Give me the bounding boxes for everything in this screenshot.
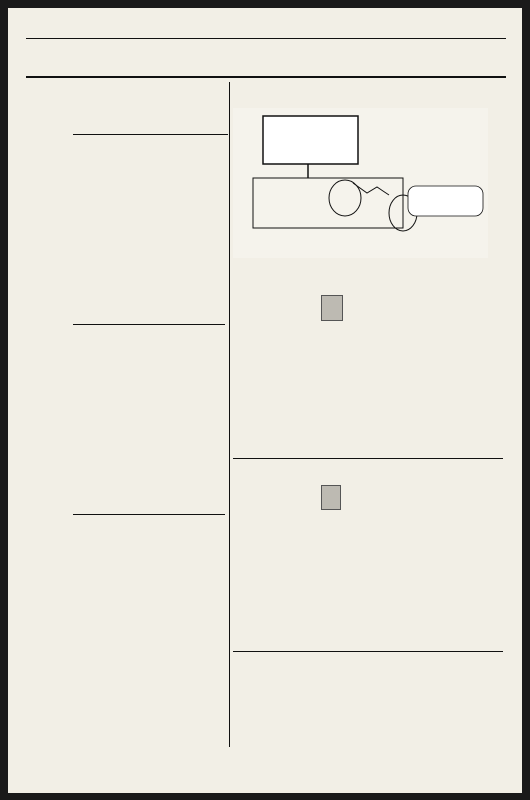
publication-info — [73, 696, 225, 734]
page-header — [26, 24, 506, 38]
editorial-cartoon — [233, 108, 488, 258]
author-photo — [321, 295, 343, 321]
column2-body-part1 — [233, 484, 315, 649]
editorial-board-note — [73, 517, 225, 531]
divider — [233, 458, 503, 459]
divider — [73, 514, 225, 515]
author-photo — [321, 485, 341, 510]
section-rule — [26, 76, 506, 78]
column1-body-part1 — [233, 294, 315, 454]
letters-policy — [73, 650, 225, 694]
header-rule — [26, 38, 506, 39]
column-divider — [229, 82, 230, 747]
column2-body-part2 — [321, 515, 403, 649]
column1-body-part2 — [321, 326, 403, 454]
sign-board — [263, 116, 358, 164]
newspaper-page — [8, 8, 522, 793]
masthead-rule — [73, 134, 228, 135]
comic-rule — [233, 651, 503, 652]
column2-body-part3 — [411, 484, 503, 649]
editorial2-body — [73, 344, 225, 502]
editorial1-body — [73, 165, 225, 313]
divider — [73, 324, 225, 325]
column1-body-part3 — [411, 294, 503, 454]
